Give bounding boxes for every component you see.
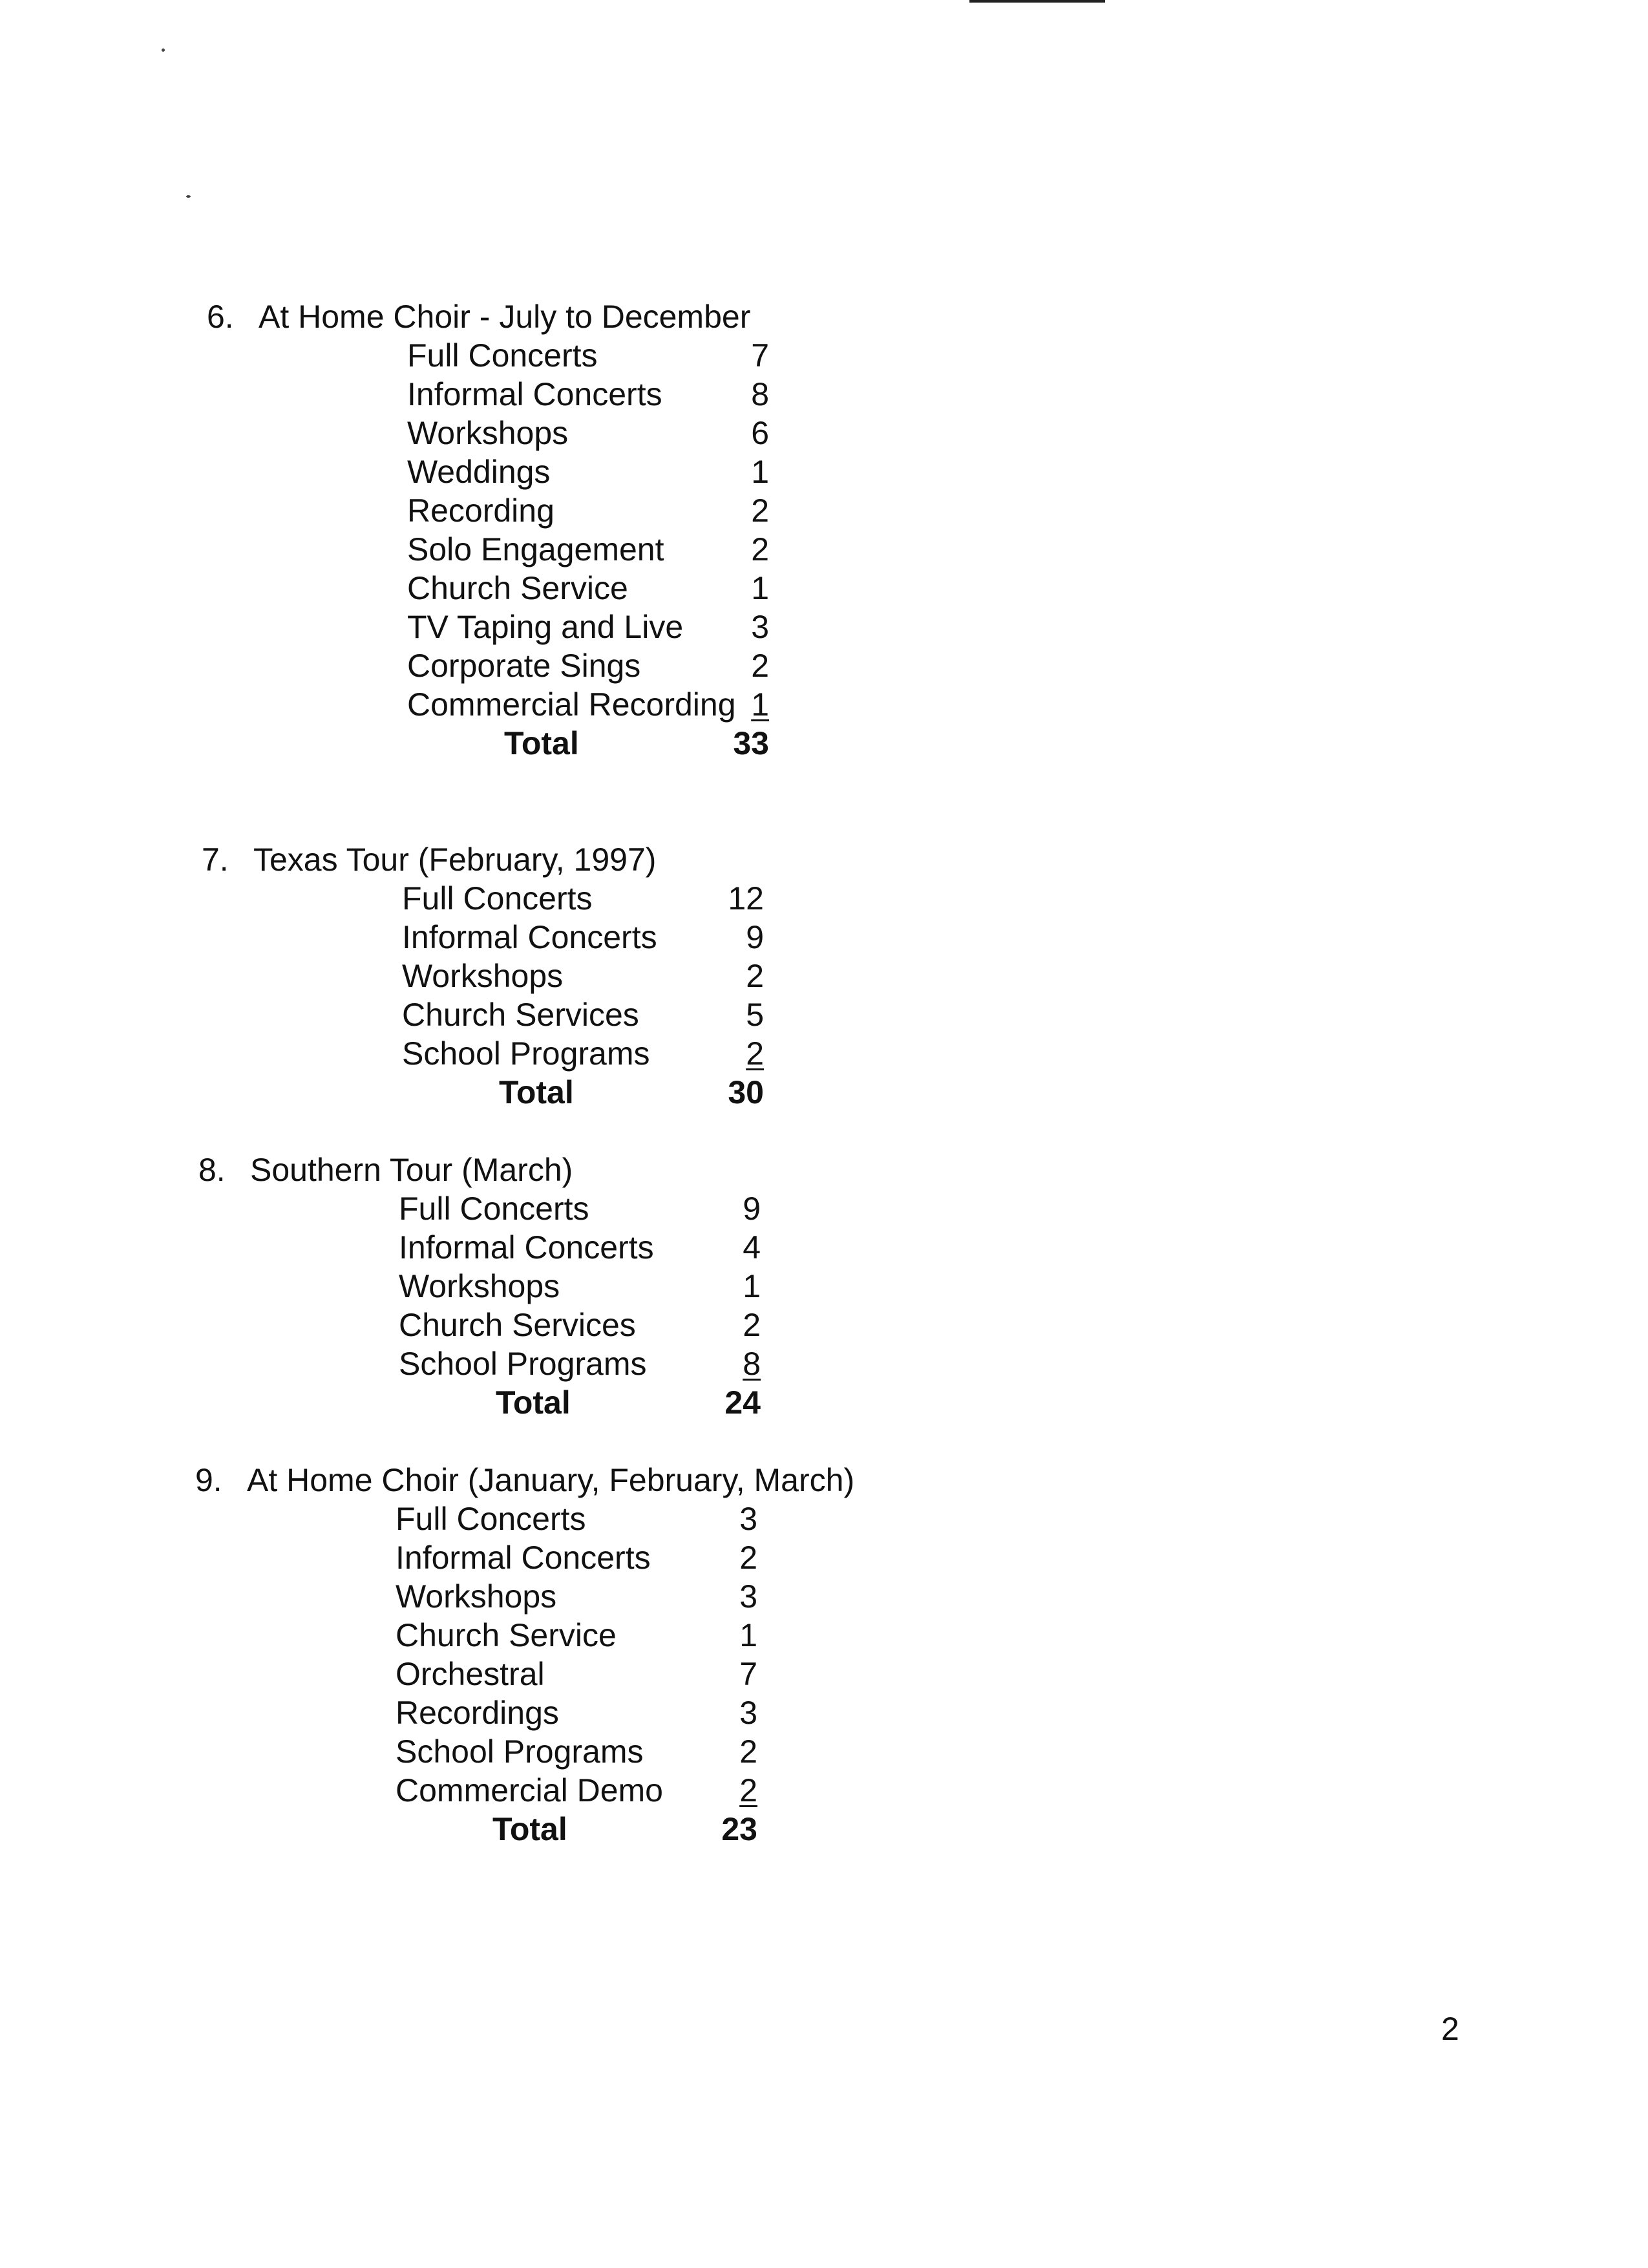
list-item (407, 452, 769, 491)
item-label: Church Services (399, 1307, 636, 1343)
item-label: Church Services (402, 997, 639, 1033)
item-value: 1 (739, 1617, 757, 1653)
list-item (407, 608, 769, 646)
list-item (407, 569, 769, 608)
item-value: 9 (743, 1191, 761, 1227)
list-item (396, 1538, 854, 1577)
item-value: 7 (739, 1656, 757, 1692)
item-label: Informal Concerts (399, 1229, 654, 1266)
item-label: Corporate Sings (407, 648, 641, 684)
list-item (399, 1344, 761, 1383)
total-row (402, 1073, 764, 1112)
list-item (399, 1267, 761, 1306)
section-8 (198, 1150, 761, 1422)
item-list (396, 1500, 854, 1849)
item-label: Weddings (407, 454, 551, 490)
list-item (402, 957, 764, 995)
item-label: Recording (407, 493, 555, 529)
item-label: Solo Engagement (407, 531, 664, 567)
item-list (402, 879, 764, 1112)
list-item (407, 530, 769, 569)
item-value: 8 (751, 376, 769, 412)
item-value: 1 (743, 1268, 761, 1304)
item-label: School Programs (396, 1733, 644, 1770)
list-item (396, 1616, 854, 1655)
section-title: At Home Choir (January, February, March) (247, 1462, 855, 1498)
item-label: Church Service (407, 570, 628, 606)
list-item (399, 1189, 761, 1228)
section-title: Southern Tour (March) (250, 1152, 573, 1188)
section-number: 6. (207, 299, 234, 335)
total-row (399, 1383, 761, 1422)
list-item (396, 1771, 854, 1810)
item-value: 8 (743, 1346, 761, 1382)
item-list (399, 1189, 761, 1422)
total-row (396, 1810, 854, 1849)
item-value: 5 (746, 997, 764, 1033)
list-item (396, 1500, 854, 1538)
item-value: 2 (743, 1307, 761, 1343)
item-value: 3 (739, 1695, 757, 1731)
section-heading (202, 840, 656, 879)
section-heading (207, 297, 750, 336)
item-label: Commercial Demo (396, 1772, 663, 1808)
list-item (402, 879, 764, 918)
total-value: 30 (728, 1074, 764, 1110)
item-label: Full Concerts (407, 337, 598, 374)
item-label: Informal Concerts (407, 376, 662, 412)
item-value: 3 (739, 1578, 757, 1615)
item-label: Commercial Recording (407, 686, 736, 723)
item-value: 12 (728, 880, 764, 917)
section-heading (198, 1150, 573, 1189)
section-6 (207, 297, 769, 763)
list-item (396, 1732, 854, 1771)
section-number: 9. (195, 1462, 222, 1498)
section-heading (195, 1461, 854, 1500)
item-value: 1 (751, 570, 769, 606)
total-label: Total (492, 1811, 567, 1847)
list-item (402, 1034, 764, 1073)
section-9 (195, 1461, 854, 1849)
item-value: 6 (751, 415, 769, 451)
total-value: 24 (724, 1384, 761, 1421)
section-title: Texas Tour (February, 1997) (253, 842, 657, 878)
list-item (399, 1228, 761, 1267)
item-value: 2 (739, 1733, 757, 1770)
item-label: Full Concerts (396, 1501, 586, 1537)
total-label: Total (496, 1384, 571, 1421)
total-value: 33 (733, 725, 769, 761)
scan-top-rule (969, 0, 1105, 3)
section-number: 8. (198, 1152, 226, 1188)
item-value: 2 (746, 958, 764, 994)
list-item (402, 918, 764, 957)
item-value: 1 (751, 686, 769, 723)
list-item (396, 1577, 854, 1616)
list-item (407, 375, 769, 414)
list-item (407, 336, 769, 375)
list-item (407, 646, 769, 685)
item-value: 2 (746, 1035, 764, 1072)
item-label: Workshops (399, 1268, 560, 1304)
list-item (396, 1693, 854, 1732)
item-label: School Programs (402, 1035, 650, 1072)
item-label: Informal Concerts (402, 919, 657, 955)
list-item (407, 685, 769, 724)
item-label: Full Concerts (402, 880, 593, 917)
item-value: 9 (746, 919, 764, 955)
total-label: Total (504, 725, 579, 761)
item-label: Informal Concerts (396, 1540, 651, 1576)
item-value: 2 (739, 1540, 757, 1576)
list-item (399, 1306, 761, 1344)
item-label: Recordings (396, 1695, 559, 1731)
item-value: 3 (739, 1501, 757, 1537)
item-value: 2 (739, 1772, 757, 1808)
scan-speck (162, 48, 165, 52)
item-value: 7 (751, 337, 769, 374)
section-7 (202, 840, 764, 1112)
total-row (407, 724, 769, 763)
item-label: Workshops (402, 958, 564, 994)
item-label: TV Taping and Live (407, 609, 684, 645)
list-item (402, 995, 764, 1034)
item-value: 4 (743, 1229, 761, 1266)
section-title: At Home Choir - July to December (259, 299, 751, 335)
list-item (407, 414, 769, 452)
item-value: 3 (751, 609, 769, 645)
item-value: 2 (751, 648, 769, 684)
scan-speck (186, 195, 191, 198)
item-label: School Programs (399, 1346, 647, 1382)
item-label: Orchestral (396, 1656, 545, 1692)
item-label: Workshops (407, 415, 569, 451)
list-item (407, 491, 769, 530)
item-label: Full Concerts (399, 1191, 589, 1227)
item-value: 2 (751, 531, 769, 567)
page-number: 2 (1441, 2011, 1459, 2047)
item-label: Workshops (396, 1578, 557, 1615)
total-value: 23 (721, 1811, 757, 1847)
item-value: 2 (751, 493, 769, 529)
total-label: Total (499, 1074, 574, 1110)
section-number: 7. (202, 842, 229, 878)
item-value: 1 (751, 454, 769, 490)
item-list (407, 336, 769, 763)
item-label: Church Service (396, 1617, 617, 1653)
list-item (396, 1655, 854, 1693)
